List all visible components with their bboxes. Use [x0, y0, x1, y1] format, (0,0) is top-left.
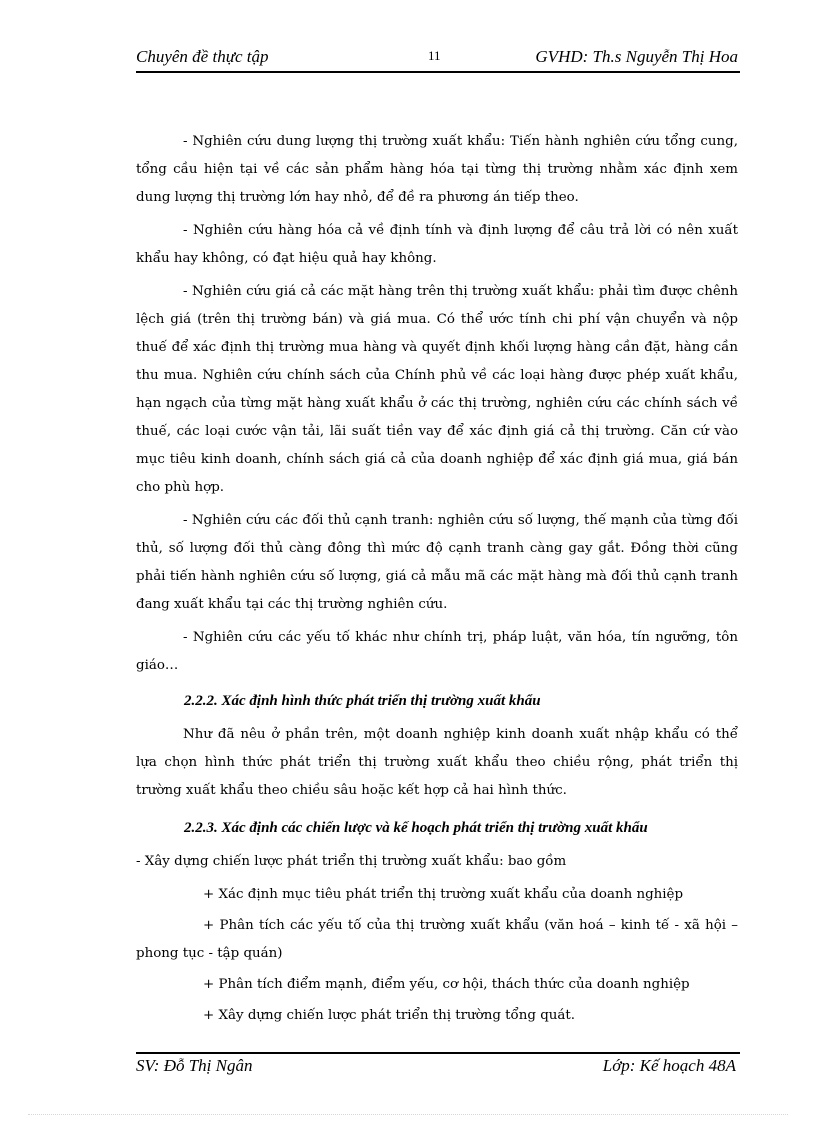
list-item-strategy: - Xây dựng chiến lược phát triển thị trường xuất khẩu: bao gồm [136, 854, 567, 869]
sub-item-factors: + Phân tích các yếu tố của thị trường xuất khẩu (văn hoá – kinh tế - xã hội – phong tục - tập quán) [136, 918, 738, 961]
sub-item-general-strategy: + Xây dựng chiến lược phát triển thị trường tổng quát. [203, 1008, 576, 1023]
header-supervisor: GVHD: Th.s Nguyễn Thị Hoa [535, 47, 738, 66]
footer-class: Lớp: Kế hoạch 48A [602, 1056, 736, 1075]
paragraph-development-forms: Như đã nêu ở phần trên, một doanh nghiệp kinh doanh xuất nhập khẩu có thể lựa chọn hình thức phát triển thị trường xuất khẩu theo chiều rộng, phát triển thị trường xuất khẩu theo chiều sâu hoặc kết hợp cả hai hình thức. [136, 727, 738, 798]
sub-item-goals: + Xác định mục tiêu phát triển thị trường xuất khẩu của doanh nghiệp [203, 887, 684, 902]
paragraph-competitor-research: - Nghiên cứu các đối thủ cạnh tranh: nghiên cứu số lượng, thế mạnh của từng đối thủ, số lượng đối thủ càng đông thì mức độ cạnh tranh càng gay gắt. Đồng thời cũng phải tiến hành nghiên cứu số lượng, giá cả mẫu mã các mặt hàng mà đối thủ cạnh tranh đang xuất khẩu tại các thị trường nghiên cứu. [136, 513, 738, 612]
page-number: 11 [428, 48, 441, 63]
sub-item-swot: + Phân tích điểm mạnh, điểm yếu, cơ hội, thách thức của doanh nghiệp [203, 977, 690, 992]
header-report-title: Chuyên đề thực tập [136, 47, 269, 66]
page-header [136, 47, 740, 73]
paragraph-goods-research: - Nghiên cứu hàng hóa cả về định tính và định lượng để câu trả lời có nên xuất khẩu hay không, có đạt hiệu quả hay không. [136, 223, 738, 266]
document-body [136, 128, 738, 1033]
footer-student: SV: Đỗ Thị Ngân [136, 1056, 253, 1075]
section-heading-2-2-3: 2.2.3. Xác định các chiến lược và kế hoạch phát triển thị trường xuất khẩu [184, 820, 648, 836]
paragraph-market-capacity: - Nghiên cứu dung lượng thị trường xuất khẩu: Tiến hành nghiên cứu tổng cung, tổng cầu hiện tại về các sản phẩm hàng hóa tại từng thị trường nhằm xác định xem dung lượng thị trường lớn hay nhỏ, để đề ra phương án tiếp theo. [136, 134, 738, 205]
paragraph-other-factors: - Nghiên cứu các yếu tố khác như chính trị, pháp luật, văn hóa, tín ngưỡng, tôn giáo… [136, 630, 738, 673]
paragraph-price-research: - Nghiên cứu giá cả các mặt hàng trên thị trường xuất khẩu: phải tìm được chênh lệch giá (trên thị trường bán) và giá mua. Có thể ước tính chi phí vận chuyển và nộp thuế để xác định thị trường mua hàng và quyết định khối lượng hàng cần đặt, hàng cần thu mua. Nghiên cứu chính sách của Chính phủ về các loại hàng được phép xuất khẩu, hạn ngạch của từng mặt hàng xuất khẩu ở các thị trường, nghiên cứu các chính sách về thuế, các loại cước vận tải, lãi suất tiền vay để xác định giá cả thị trường. Căn cứ vào mục tiêu kinh doanh, chính sách giá cả của doanh nghiệp để xác định giá mua, giá bán cho phù hợp. [136, 284, 738, 495]
section-heading-2-2-2: 2.2.2. Xác định hình thức phát triển thị trường xuất khẩu [184, 693, 541, 709]
page-bottom-divider [28, 1114, 788, 1115]
page-footer [136, 1052, 740, 1082]
